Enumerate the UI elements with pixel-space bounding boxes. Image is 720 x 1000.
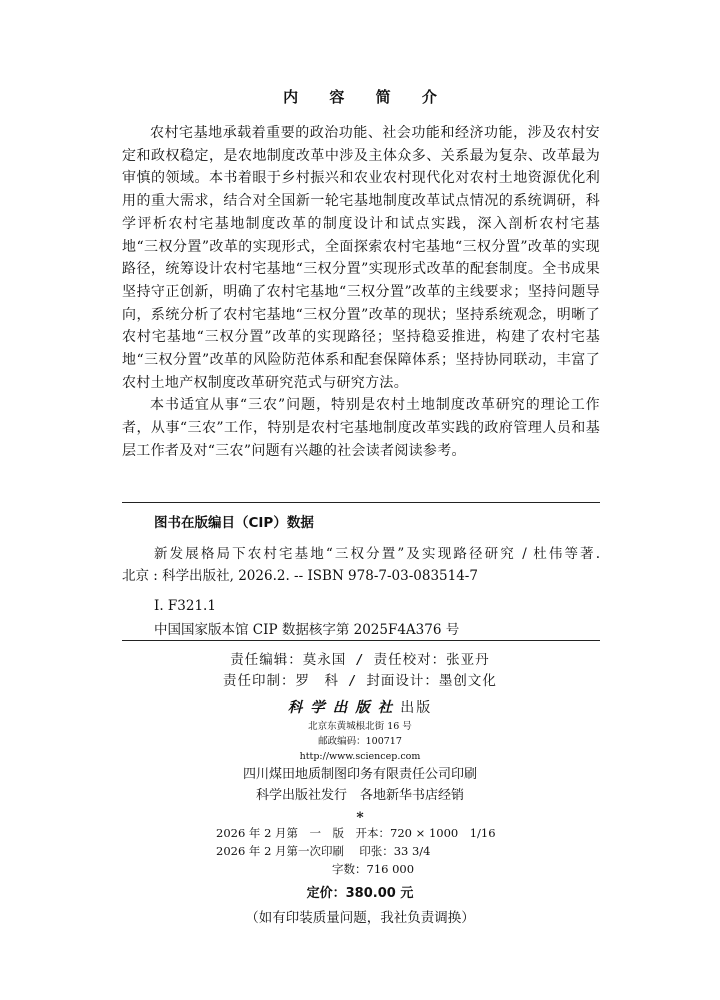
summary-section — [122, 122, 600, 463]
divider-top — [122, 502, 600, 503]
edition-line: 2026 年 2 月第 一 版 开本：720 × 1000 1/16 — [216, 826, 496, 840]
publisher-address: 北京东黄城根北街 16 号 — [308, 721, 412, 732]
edition-specs — [216, 824, 496, 878]
cip-classification: Ⅰ. F321.1 — [154, 598, 216, 614]
credits-block — [0, 650, 720, 692]
printing-line: 2026 年 2 月第一次印刷 印张：33 3/4 — [216, 844, 431, 858]
publisher-suffix: 出版 — [400, 700, 433, 716]
cip-record-number: 中国国家版本馆 CIP 数据核字第 2025F4A376 号 — [154, 622, 460, 638]
cip-heading: 图书在版编目（CIP）数据 — [154, 515, 314, 531]
cip-record — [122, 543, 600, 641]
publisher-url: http://www.sciencep.com — [299, 751, 421, 762]
publisher-postcode: 邮政编码：100717 — [318, 736, 402, 747]
separator-asterisk: * — [356, 810, 364, 826]
page-title: 内 容 简 介 — [283, 88, 450, 106]
word-count: 字数：716 000 — [332, 862, 415, 876]
summary-paragraph-1: 农村宅基地承载着重要的政治功能、社会功能和经济功能，涉及农村安定和政权稳定，是农地制度改革中涉及主体众多、关系最为复杂、改革最为审慎的领域。本书着眼于乡村振兴和农业农村现代化对农村土地资源优化利用的重大需求，结合对全国新一轮宅基地制度改革试点情况的系统调研，科学评析农村宅基地制度改革的制度设计和试点实践，深入剖析农村宅基地“三权分置”改革的实现形式，全面探索农村宅基地“三权分置”改革的实现路径，统筹设计农村宅基地“三权分置”实现形式改革的配套制度。全书成果坚持守正创新，明确了农村宅基地“三权分置”改革的主线要求；坚持问题导向，系统分析了农村宅基地“三权分置”改革的现状；坚持系统观念，明晰了农村宅基地“三权分置”改革的实现路径；坚持稳妥推进，构建了农村宅基地“三权分置”改革的风险防范体系和配套保障体系；坚持协同联动，丰富了农村土地产权制度改革研究范式与研究方法。 — [122, 125, 600, 391]
publisher-block — [0, 697, 720, 824]
cip-title-line: 新发展格局下农村宅基地“三权分置”及实现路径研究 / 杜伟等著. — [154, 546, 600, 562]
printer-line: 四川煤田地质制图印务有限责任公司印刷 — [242, 767, 477, 782]
production-credits: 责任印制：罗 科 / 封面设计：墨创文化 — [223, 673, 497, 689]
publisher-logo-text: 科学出版社 — [287, 699, 401, 716]
summary-paragraph-2: 本书适宜从事“三农”问题，特别是农村土地制度改革研究的理论工作者，从事“三农”工作，特别是农村宅基地制度改革实践的政府管理人员和基层工作者及对“三农”问题有兴趣的社会读者阅读参考。 — [122, 397, 600, 459]
distribution-line: 科学出版社发行 各地新华书店经销 — [255, 788, 464, 803]
publisher-line — [0, 697, 720, 719]
divider-bottom — [122, 640, 600, 641]
cip-publication-line: 北京 : 科学出版社, 2026.2. -- ISBN 978-7-03-083514-7 — [122, 568, 478, 584]
price: 定价：380.00 元 — [306, 886, 414, 901]
editor-credits: 责任编辑：莫永国 / 责任校对：张亚丹 — [230, 652, 490, 668]
quality-notice: （如有印装质量问题，我社负责调换） — [245, 910, 475, 926]
